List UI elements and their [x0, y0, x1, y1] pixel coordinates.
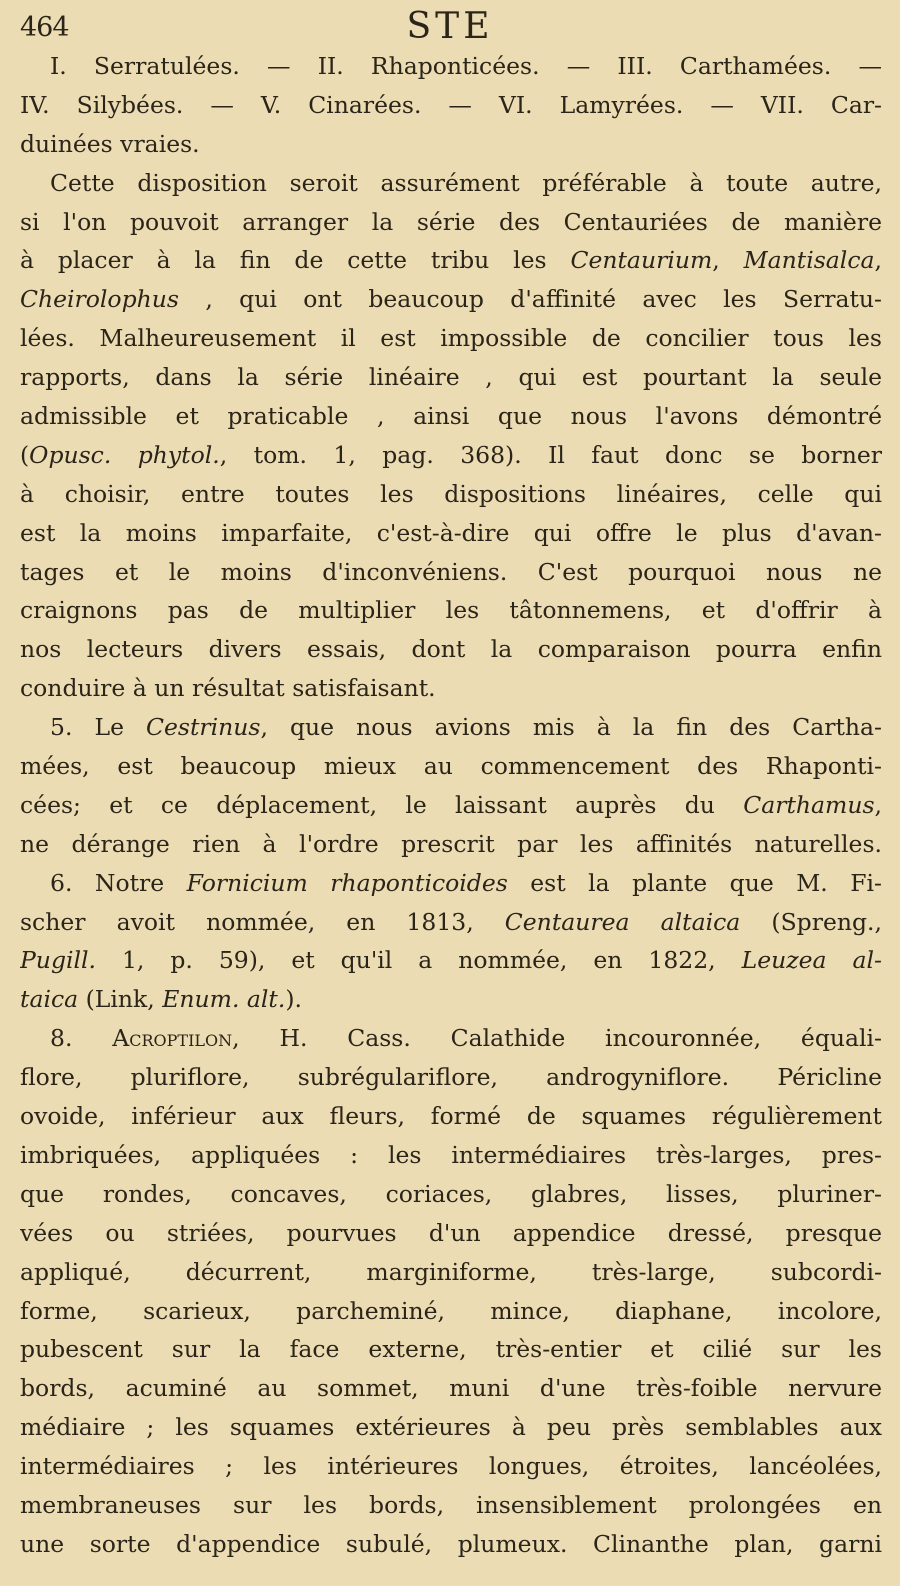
- text-line: [20, 980, 882, 1019]
- italic-text: Mantisalca: [743, 246, 875, 275]
- text-line: [20, 1214, 882, 1253]
- italic-text: Enum. alt.: [162, 985, 286, 1014]
- text-line: [20, 280, 882, 319]
- text-segment: (Link,: [78, 985, 163, 1014]
- text-segment: ,: [874, 246, 882, 275]
- text-line: [20, 1525, 882, 1564]
- text-line: [20, 903, 882, 942]
- text-segment: I. Serratulées. — II. Rhaponticées. — III. Carthamées. —: [50, 52, 882, 80]
- text-segment: conduire à un résultat satisfaisant.: [20, 674, 436, 703]
- text-segment: Cette disposition seroit assurément préférable à toute autre,: [50, 168, 882, 197]
- text-segment: , qui ont beaucoup d'affinité avec les Serratu-: [178, 285, 882, 314]
- text-line: [20, 164, 882, 203]
- italic-text: Cestrinus: [146, 713, 261, 742]
- italic-text: Centaurea altaica: [504, 907, 741, 936]
- text-line: [20, 630, 882, 669]
- text-line: [20, 1097, 882, 1136]
- italic-text: Centaurium: [570, 246, 713, 275]
- text-line: [20, 1369, 882, 1408]
- italic-text: Carthamus: [743, 790, 875, 819]
- italic-text: taica: [20, 985, 79, 1014]
- text-segment: , tom. 1, pag. 368). Il faut donc se borner: [219, 440, 882, 469]
- text-line: [20, 47, 882, 86]
- text-line: [20, 1447, 882, 1486]
- text-segment: , que nous avions mis à la fin des Cartha-: [260, 713, 882, 742]
- text-line: [20, 1136, 882, 1175]
- text-segment: imbriquées, appliquées : les intermédiaires très-larges, pres-: [20, 1140, 882, 1169]
- text-line: [20, 825, 882, 864]
- text-line: [20, 591, 882, 630]
- text-segment: admissible et praticable , ainsi que nous l'avons démontré: [20, 402, 882, 431]
- text-segment: lées. Malheureusement il est impossible de concilier tous les: [20, 324, 882, 353]
- text-line: [20, 786, 882, 825]
- text-line: [20, 553, 882, 592]
- text-segment: à placer à la fin de cette tribu les: [20, 246, 571, 275]
- text-line: [20, 1330, 882, 1369]
- text-segment: ,: [874, 790, 882, 819]
- text-segment: duinées vraies.: [20, 129, 200, 158]
- text-line: [20, 241, 882, 280]
- text-line: [20, 86, 882, 125]
- text-segment: ,: [712, 246, 744, 275]
- text-segment: 8.: [50, 1024, 113, 1053]
- text-segment: ovoide, inférieur aux fleurs, formé de squames régulièrement: [20, 1102, 882, 1131]
- text-segment: craignons pas de multiplier les tâtonnemens, et d'offrir à: [20, 596, 882, 625]
- text-line: [20, 1253, 882, 1292]
- text-line: [20, 1019, 882, 1058]
- text-segment: une sorte d'appendice subulé, plumeux. Clinanthe plan, garni: [20, 1529, 882, 1558]
- text-segment: , H. Cass. Calathide incouronnée, équali-: [232, 1024, 882, 1053]
- italic-text: Leuzea al-: [741, 946, 882, 975]
- text-segment: 6. Notre: [50, 868, 187, 897]
- text-line: [20, 864, 882, 903]
- text-segment: membraneuses sur les bords, insensiblement prolongées en: [20, 1490, 882, 1519]
- text-line: [20, 747, 882, 786]
- text-segment: ).: [285, 985, 302, 1014]
- running-title: STE: [406, 6, 494, 47]
- text-segment: 1, p. 59), et qu'il a nommée, en 1822,: [96, 946, 742, 975]
- text-segment: est la plante que M. Fi-: [507, 868, 882, 897]
- italic-text: Pugill.: [20, 946, 97, 975]
- text-segment: cées; et ce déplacement, le laissant auprès du: [20, 790, 744, 819]
- text-line: [20, 319, 882, 358]
- text-segment: 5. Le: [50, 713, 147, 742]
- text-segment: médiaire ; les squames extérieures à peu près semblables aux: [20, 1413, 882, 1442]
- text-line: [20, 708, 882, 747]
- text-segment: si l'on pouvoit arranger la série des Centauriées de manière: [20, 207, 882, 236]
- text-segment: à choisir, entre toutes les dispositions linéaires, celle qui: [20, 479, 882, 508]
- text-line: [20, 1175, 882, 1214]
- text-line: [20, 358, 882, 397]
- text-segment: (Spreng.,: [740, 907, 882, 936]
- text-line: [20, 397, 882, 436]
- text-segment: vées ou striées, pourvues d'un appendice dressé, presque: [20, 1218, 882, 1247]
- text-line: [20, 436, 882, 475]
- italic-text: Cheirolophus: [20, 285, 179, 314]
- text-line: [20, 125, 882, 164]
- italic-text: Fornicium rhaponticoides: [186, 868, 508, 897]
- page-number: 464: [20, 12, 69, 43]
- text-segment: IV. Silybées. — V. Cinarées. — VI. Lamyrées. — VII. Car-: [20, 90, 882, 119]
- text-segment: appliqué, décurrent, marginiforme, très-large, subcordi-: [20, 1257, 882, 1286]
- text-segment: bords, acuminé au sommet, muni d'une très-foible nervure: [20, 1374, 882, 1403]
- italic-text: Opusc. phytol.: [29, 440, 220, 469]
- text-line: [20, 1408, 882, 1447]
- text-segment: intermédiaires ; les intérieures longues, étroites, lancéolées,: [20, 1452, 882, 1481]
- text-segment: Acroptilon: [112, 1024, 233, 1053]
- text-segment: scher avoit nommée, en 1813,: [20, 907, 505, 936]
- text-segment: tages et le moins d'inconvéniens. C'est pourquoi nous ne: [20, 557, 882, 586]
- text-line: [20, 514, 882, 553]
- text-segment: mées, est beaucoup mieux au commencement des Rhaponti-: [20, 752, 882, 781]
- text-segment: ne dérange rien à l'ordre prescrit par les affinités naturelles.: [20, 829, 882, 858]
- text-segment: (: [20, 440, 30, 469]
- text-line: [20, 669, 882, 708]
- text-segment: flore, pluriflore, subrégulariflore, androgyniflore. Péricline: [20, 1063, 882, 1092]
- text-line: [20, 941, 882, 980]
- text-segment: forme, scarieux, parcheminé, mince, diaphane, incolore,: [20, 1296, 882, 1325]
- text-line: [20, 203, 882, 242]
- text-segment: rapports, dans la série linéaire , qui est pourtant la seule: [20, 363, 882, 392]
- body-text: [20, 47, 882, 1564]
- text-segment: nos lecteurs divers essais, dont la comparaison pourra enfin: [20, 635, 882, 664]
- text-line: [20, 1486, 882, 1525]
- text-segment: pubescent sur la face externe, très-entier et cilié sur les: [20, 1335, 882, 1364]
- text-segment: est la moins imparfaite, c'est-à-dire qui offre le plus d'avan-: [20, 518, 882, 547]
- text-line: [20, 1058, 882, 1097]
- text-segment: que rondes, concaves, coriaces, glabres, lisses, pluriner-: [20, 1179, 882, 1208]
- text-line: [20, 475, 882, 514]
- text-line: [20, 1292, 882, 1331]
